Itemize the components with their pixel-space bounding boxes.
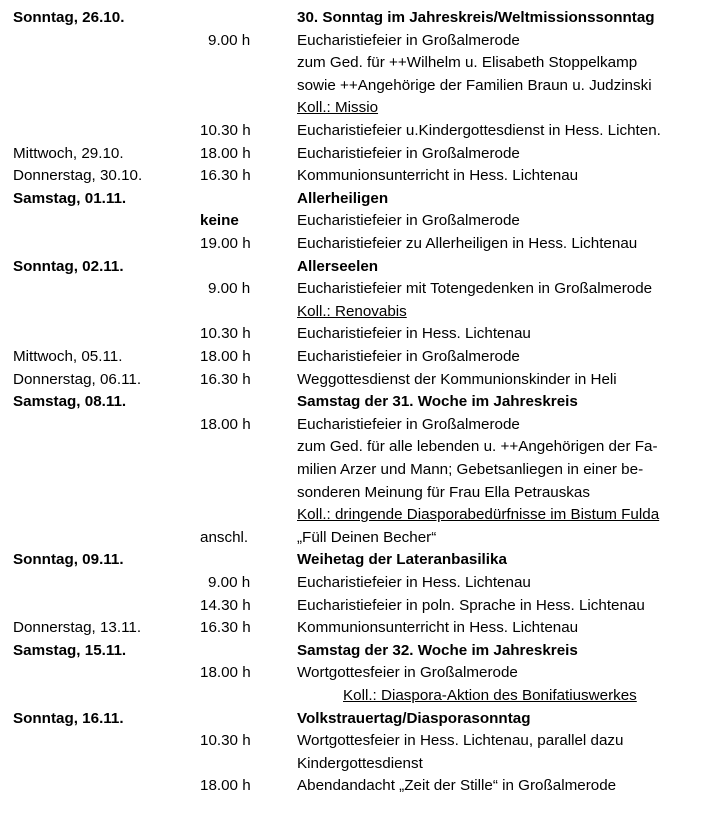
- service-description: sowie ++Angehörige der Familien Braun u. Judzinski: [297, 76, 652, 94]
- day-header-row: [0, 549, 716, 572]
- schedule-row: [0, 278, 716, 301]
- schedule-date: Sonntag, 02.11.: [13, 257, 124, 275]
- service-description: Eucharistiefeier mit Totengedenken in Großalmerode: [297, 280, 653, 298]
- schedule-row: [0, 753, 716, 776]
- schedule-row: [0, 572, 716, 595]
- collection-note: Koll.: Missio: [297, 99, 379, 117]
- service-description: „Füll Deinen Becher“: [297, 528, 437, 546]
- schedule-time: 18.00 h: [200, 664, 251, 682]
- schedule-row: [0, 617, 716, 640]
- service-description: Abendandacht „Zeit der Stille“ in Großalmerode: [297, 777, 617, 795]
- schedule-time: 9.00 h: [208, 574, 251, 591]
- schedule-time: 14.30 h: [200, 596, 251, 614]
- service-description: Eucharistiefeier in poln. Sprache in Hess. Lichtenau: [297, 596, 645, 614]
- service-description: Kommunionsunterricht in Hess. Lichtenau: [297, 619, 579, 637]
- collection-note: Koll.: dringende Diasporabedürfnisse im Bistum Fulda: [297, 506, 660, 524]
- service-description: Eucharistiefeier in Großalmerode: [297, 144, 520, 162]
- schedule-row: [0, 233, 716, 256]
- schedule-time: 18.00 h: [200, 415, 251, 433]
- schedule-row: [0, 120, 716, 143]
- service-description: zum Ged. für alle lebenden u. ++Angehörigen der Fa-: [297, 438, 658, 456]
- schedule-row: [0, 685, 716, 708]
- schedule-row: [0, 527, 716, 550]
- service-description: zum Ged. für ++Wilhelm u. Elisabeth Stoppelkamp: [297, 54, 638, 72]
- schedule-time: anschl.: [200, 528, 249, 546]
- service-description: Wortgottesfeier in Großalmerode: [297, 664, 518, 682]
- schedule-row: [0, 97, 716, 120]
- schedule-row: [0, 730, 716, 753]
- schedule-row: [0, 504, 716, 527]
- day-header-row: [0, 708, 716, 731]
- schedule-row: [0, 301, 716, 324]
- service-description: Eucharistiefeier in Hess. Lichtenau: [297, 574, 531, 591]
- schedule-row: [0, 662, 716, 685]
- service-description: milien Arzer und Mann; Gebetsanliegen in einer be-: [297, 461, 644, 478]
- schedule-date: Sonntag, 09.11.: [13, 551, 124, 569]
- service-description: Weggottesdienst der Kommunionskinder in Heli: [297, 370, 617, 388]
- schedule-time: 16.30 h: [200, 370, 251, 388]
- schedule-row: [0, 30, 716, 53]
- schedule-row: [0, 52, 716, 75]
- schedule-row: [0, 436, 716, 459]
- schedule-time: 18.00 h: [200, 777, 251, 795]
- schedule-row: [0, 165, 716, 188]
- day-header-row: [0, 188, 716, 211]
- service-description: sonderen Meinung für Frau Ella Petrauskas: [297, 483, 590, 501]
- liturgical-day-title: Allerheiligen: [297, 189, 389, 207]
- day-header-row: [0, 7, 716, 30]
- service-description: Kommunionsunterricht in Hess. Lichtenau: [297, 167, 579, 185]
- liturgical-day-title: Samstag der 32. Woche im Jahreskreis: [297, 641, 578, 659]
- schedule-row: [0, 414, 716, 437]
- collection-note: Koll.: Renovabis: [297, 302, 407, 320]
- service-description: Eucharistiefeier zu Allerheiligen in Hess. Lichtenau: [297, 235, 638, 252]
- collection-note: Koll.: Diaspora-Aktion des Bonifatiuswerkes: [343, 687, 637, 704]
- schedule-date: Sonntag, 26.10.: [13, 9, 125, 26]
- liturgical-day-title: Samstag der 31. Woche im Jahreskreis: [297, 393, 578, 411]
- schedule-date: Donnerstag, 13.11.: [13, 619, 142, 637]
- schedule-time: 16.30 h: [200, 619, 251, 637]
- liturgical-day-title: Volkstrauertag/Diasporasonntag: [297, 709, 531, 727]
- service-description: Eucharistiefeier in Großalmerode: [297, 348, 520, 365]
- schedule-time: 19.00 h: [200, 235, 251, 252]
- schedule-time: 10.30 h: [200, 122, 251, 139]
- schedule-date: Samstag, 01.11.: [13, 189, 127, 207]
- schedule-row: [0, 595, 716, 618]
- schedule-date: Samstag, 08.11.: [13, 393, 127, 411]
- day-header-row: [0, 640, 716, 663]
- service-description: Kindergottesdienst: [297, 754, 423, 772]
- schedule-time: 18.00 h: [200, 348, 251, 365]
- liturgical-day-title: Allerseelen: [297, 257, 379, 275]
- schedule-time: 10.30 h: [200, 732, 251, 750]
- liturgical-day-title: 30. Sonntag im Jahreskreis/Weltmissionssonntag: [297, 9, 655, 26]
- service-description: Eucharistiefeier in Hess. Lichtenau: [297, 325, 531, 343]
- service-description: Eucharistiefeier in Großalmerode: [297, 31, 520, 49]
- schedule-time: keine: [200, 212, 239, 230]
- schedule-row: [0, 143, 716, 166]
- schedule-row: [0, 369, 716, 392]
- schedule-row: [0, 346, 716, 369]
- schedule-time: 9.00 h: [208, 31, 251, 49]
- day-header-row: [0, 391, 716, 414]
- schedule-row: [0, 210, 716, 233]
- schedule-date: Donnerstag, 30.10.: [13, 167, 143, 185]
- schedule-date: Mittwoch, 29.10.: [13, 144, 124, 162]
- service-description: Eucharistiefeier u.Kindergottesdienst in Hess. Lichten.: [297, 122, 661, 139]
- schedule-date: Sonntag, 16.11.: [13, 709, 124, 727]
- schedule-time: 10.30 h: [200, 325, 251, 343]
- schedule-row: [0, 459, 716, 482]
- schedule-row: [0, 323, 716, 346]
- schedule-time: 18.00 h: [200, 144, 251, 162]
- service-description: Eucharistiefeier in Großalmerode: [297, 415, 520, 433]
- schedule-row: [0, 75, 716, 98]
- schedule-time: 16.30 h: [200, 167, 251, 185]
- service-description: Eucharistiefeier in Großalmerode: [297, 212, 520, 230]
- schedule-time: 9.00 h: [208, 280, 251, 298]
- schedule-row: [0, 775, 716, 798]
- service-description: Wortgottesfeier in Hess. Lichtenau, parallel dazu: [297, 732, 624, 750]
- schedule-date: Donnerstag, 06.11.: [13, 370, 142, 388]
- schedule-date: Samstag, 15.11.: [13, 641, 127, 659]
- schedule-date: Mittwoch, 05.11.: [13, 348, 123, 365]
- day-header-row: [0, 256, 716, 279]
- liturgical-day-title: Weihetag der Lateranbasilika: [297, 551, 507, 569]
- schedule-row: [0, 482, 716, 505]
